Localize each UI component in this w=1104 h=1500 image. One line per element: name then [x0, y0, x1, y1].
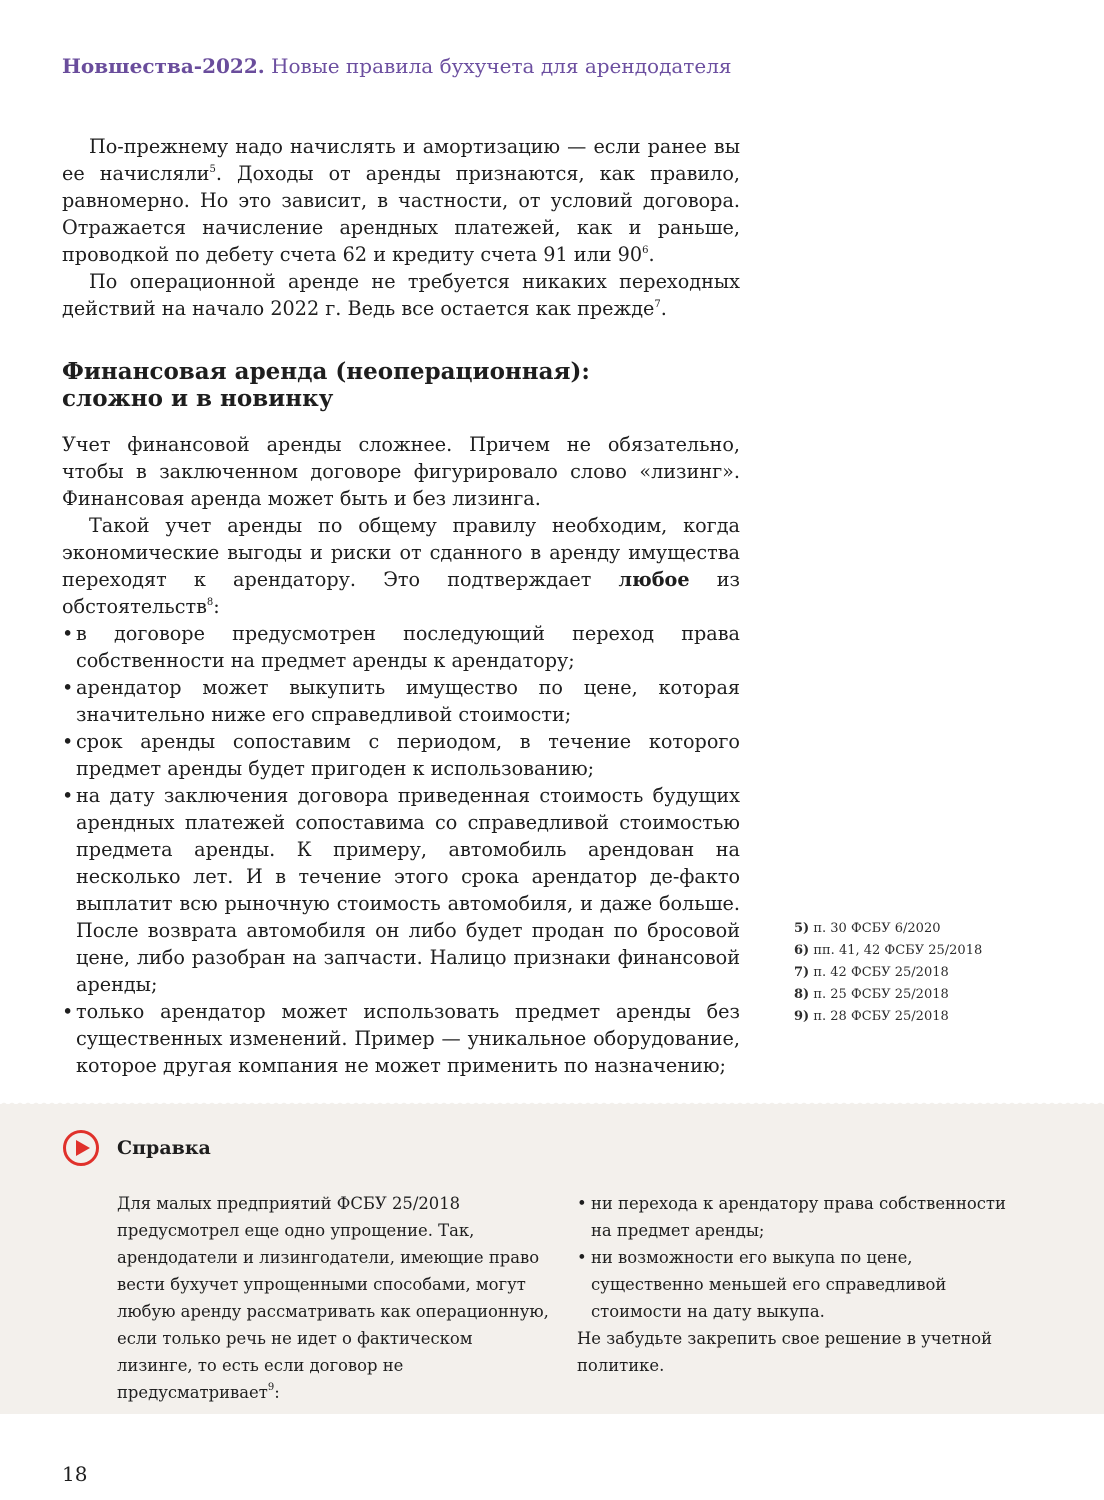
- list-item: • в договоре предусмотрен последующий переход права собственности на предмет аренды к арендатору;: [62, 620, 740, 674]
- play-circle-icon: [62, 1129, 100, 1167]
- list-item: • ни перехода к арендатору права собственности на предмет аренды;: [577, 1190, 1017, 1244]
- list-item: • на дату заключения договора приведенная стоимость будущих арендных платежей сопоставима со справедливой стоимостью предмета аренды. К примеру, автомобиль арендован на несколько лет. И в течение этого срока арендатор де-факто выплатит всю рыночную стоимость автомобиля, и даже больше. После возврата автомобиля он либо будет продан по бросовой цене, либо разобран на запчасти. Налицо признаки финансовой аренды;: [62, 782, 740, 998]
- intro-paragraph-1: По-прежнему надо начислять и амортизацию — если ранее вы ее начисляли$^5$. Доходы от аренды признаются, как правило, равномерно. Но это зависит, в частности, от условий договора. Отражается начисление арендных платежей, как и раньше, проводкой по дебету счета 62 и кредиту счета 91 или $90^6$.: [62, 135, 741, 266]
- list-item: • арендатор может выкупить имущество по цене, которая значительно ниже его справедливой стоимости;: [62, 674, 740, 728]
- footnote: 9) п. 28 ФСБУ 25/2018: [794, 1009, 949, 1024]
- footnotes: [794, 918, 982, 1028]
- info-box-title: Справка: [117, 1137, 211, 1159]
- page-number: 18: [62, 1462, 88, 1486]
- running-header: [62, 54, 732, 78]
- header-series: Новшества-2022.: [62, 54, 265, 78]
- footnote: 5) п. 30 ФСБУ 6/2020: [794, 921, 941, 936]
- info-box-list: [577, 1190, 1017, 1325]
- list-item: • срок аренды сопоставим с периодом, в течение которого предмет аренды будет пригоден к использованию;: [62, 728, 740, 782]
- section-body: [62, 431, 740, 1079]
- section-heading: Финансовая аренда (неоперационная): сложно и в новинку: [62, 358, 590, 412]
- conditions-list: [62, 620, 740, 1079]
- header-title: Новые правила бухучета для арендодателя: [271, 54, 732, 78]
- list-item: • только арендатор может использовать предмет аренды без существенных изменений. Пример — уникальное оборудование, которое другая компания не может применить по назначению;: [62, 998, 740, 1079]
- section-paragraph-1: Учет финансовой аренды сложнее. Причем не обязательно, чтобы в заключенном договоре фигурировало слово «лизинг». Финансовая аренда может быть и без лизинга.: [62, 433, 740, 510]
- info-box-right-text: [577, 1190, 1017, 1379]
- intro-paragraph-2: По операционной аренде не требуется никаких переходных действий на начало 2022 г. Ведь все остается как прежде$^7$.: [62, 270, 740, 320]
- footnote: 7) п. 42 ФСБУ 25/2018: [794, 965, 949, 980]
- footnote: 6) пп. 41, 42 ФСБУ 25/2018: [794, 943, 983, 958]
- info-box-closing: Не забудьте закрепить свое решение в учетной политике.: [577, 1329, 993, 1375]
- info-box-left-text: Для малых предприятий ФСБУ 25/2018 предусмотрел еще одно упрощение. Так, арендодатели и лизингодатели, имеющие право вести бухучет упрощенными способами, могут любую аренду рассматривать как операционную, если только речь не идет о фактическом лизинге, то есть если договор не предусматривает$^9$:: [117, 1194, 549, 1402]
- footnote: 8) п. 25 ФСБУ 25/2018: [794, 987, 949, 1002]
- intro-text: [62, 133, 740, 322]
- section-paragraph-2: Такой учет аренды по общему правилу необходим, когда экономические выгоды и риски от сданного в аренду имущества переходят к арендатору. Это подтверждает любое из обстоятельств$^8$:: [62, 514, 741, 618]
- list-item: • ни возможности его выкупа по цене, существенно меньшей его справедливой стоимости на дату выкупа.: [577, 1244, 1017, 1325]
